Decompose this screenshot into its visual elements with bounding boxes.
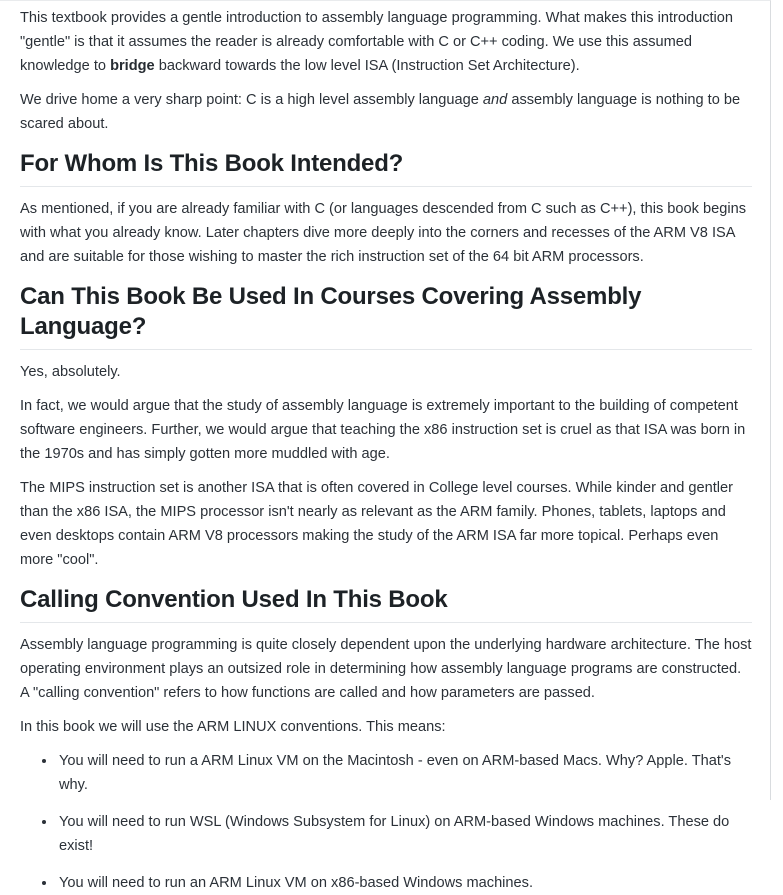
calling-convention-paragraph-1: Assembly language programming is quite closely dependent upon the underlying hardware architecture. The host operating environment plays an outsized role in determining how assembly language programs are constructed. A "calling convention" refers to how functions are called and how parameters are passed. — [20, 637, 752, 701]
intro-paragraph-2-text-after: assembly language is nothing to be scared about. — [20, 92, 741, 132]
italic-text-and: and — [482, 92, 508, 108]
list-item-x86-vm: • You will need to run an ARM Linux VM on x86-based Windows machines. — [57, 871, 752, 895]
list-item-macintosh: • You will need to run a ARM Linux VM on the Macintosh - even on ARM-based Macs. Why? Apple. That's why. — [57, 749, 752, 797]
for-whom-paragraph: As mentioned, if you are already familiar with C (or languages descended from C such as C++), this book begins with what you already know. Later chapters dive more deeply into the corners and recesses of the ARM V8 ISA and are suitable for those wishing to master the rich instruction set of the 64 bit ARM processors. — [20, 201, 747, 265]
section-heading-for-whom: For Whom Is This Book Intended? — [20, 149, 752, 187]
section-heading-calling-convention: Calling Convention Used In This Book — [20, 585, 752, 623]
courses-paragraph-3: The MIPS instruction set is another ISA that is often covered in College level courses. While kinder and gentler than the x86 ISA, the MIPS processor isn't nearly as relevant as the ARM family. Phones, tablets, laptops and even desktops contain ARM V8 processors making the study of the ARM ISA far more topical. Perhaps even more "cool". — [20, 480, 734, 568]
intro-paragraph-1 — [20, 6, 752, 78]
courses-paragraph-1: Yes, absolutely. — [20, 364, 121, 380]
list-item-wsl: • You will need to run WSL (Windows Subsystem for Linux) on ARM-based Windows machines. These do exist! — [57, 810, 752, 858]
intro-paragraph-1-text-after: backward towards the low level ISA (Instruction Set Architecture). — [154, 58, 580, 74]
calling-convention-paragraph-2: In this book we will use the ARM LINUX conventions. This means: — [20, 719, 446, 735]
courses-paragraph-2: In fact, we would argue that the study of assembly language is extremely important to the building of competent software engineers. Further, we would argue that teaching the x86 instruction set is cruel as that ISA was born in the 1970s and has simply gotten more muddled with age. — [20, 398, 746, 462]
intro-paragraph-2 — [20, 88, 752, 136]
bold-text-bridge: bridge — [110, 58, 155, 74]
intro-paragraph-1-text: This textbook provides a gentle introduction to assembly language programming. What makes this introduction "gentle" is that it assumes the reader is already comfortable with C or C++ coding. We use this assumed knowledge to — [20, 10, 734, 74]
intro-paragraph-2-text: We drive home a very sharp point: C is a high level assembly language — [20, 92, 483, 108]
conventions-list — [20, 749, 752, 895]
section-heading-courses: Can This Book Be Used In Courses Covering Assembly Language? — [20, 282, 752, 350]
